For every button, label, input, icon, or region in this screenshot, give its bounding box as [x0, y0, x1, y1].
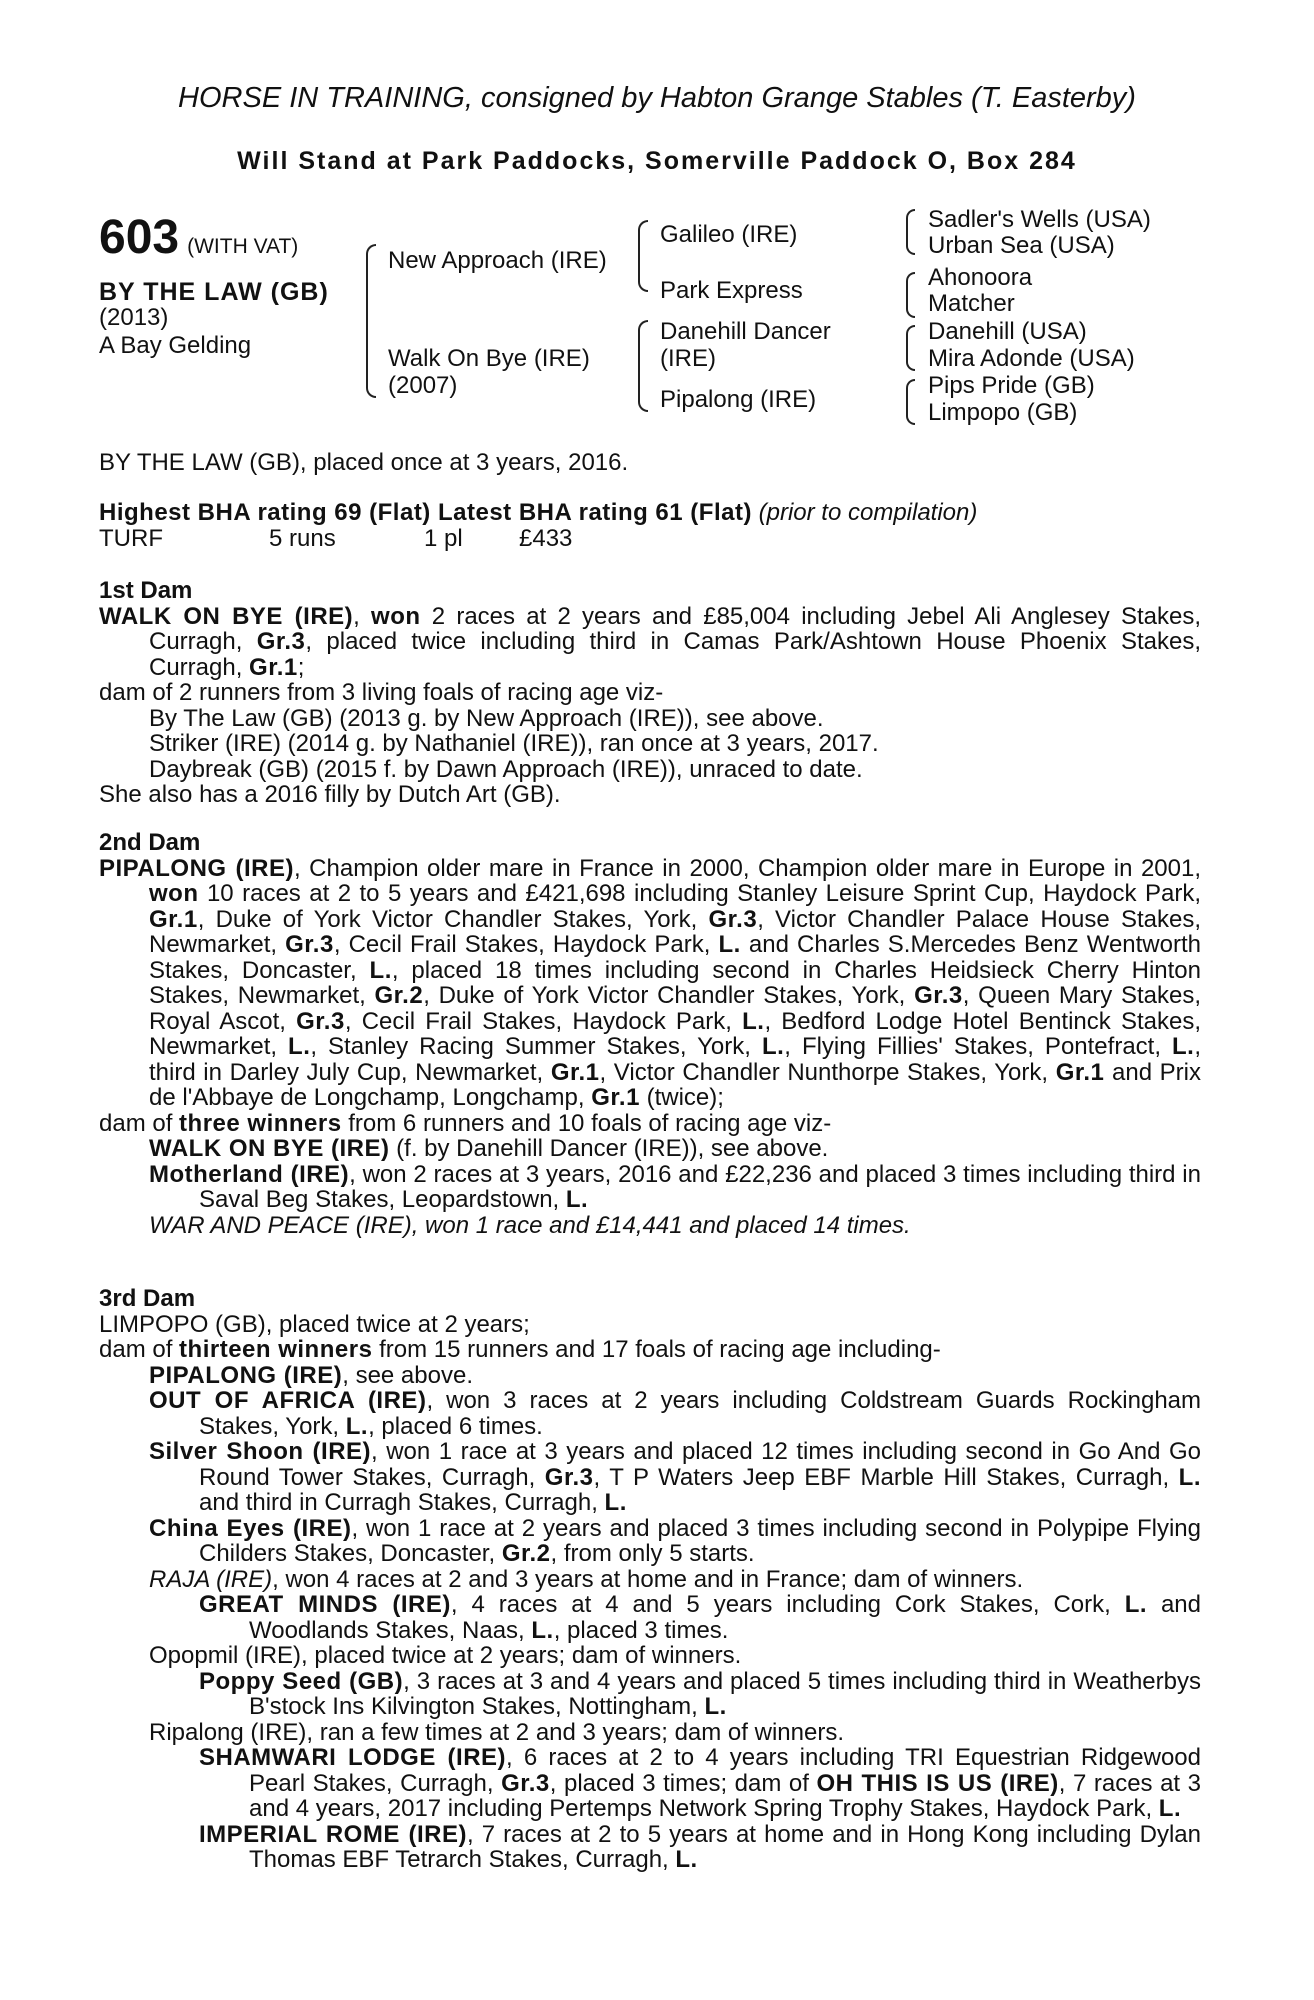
second-dam-progeny-1: WALK ON BYE (IRE) (f. by Danehill Dancer (IRE)), see above. [149, 1135, 829, 1162]
horse-name: BY THE LAW (GB) [99, 278, 329, 306]
third-dam-progeny-i: Ripalong (IRE), ran a few times at 2 and 3 years; dam of winners. [149, 1718, 844, 1746]
turf-earnings: £433 [519, 525, 573, 552]
ratings-note: (prior to compilation) [758, 499, 978, 526]
pedigree-sire: New Approach (IRE) [388, 247, 607, 274]
pedigree-dam-name: Walk On Bye (IRE) [388, 345, 590, 372]
third-dam-grandprogeny-h: Poppy Seed (GB), 3 races at 3 and 4 years and placed 5 times including third in Weatherbys B'stock Ins Kilvington Stakes, Nottingham, L. [199, 1667, 1201, 1720]
race-summary: BY THE LAW (GB), placed once at 3 years, 2016. [99, 449, 629, 476]
first-dam-progeny-3: Daybreak (GB) (2015 f. by Dawn Approach (IRE)), unraced to date. [149, 755, 863, 783]
ratings-bold: Highest BHA rating 69 (Flat) Latest BHA rating 61 (Flat) [99, 499, 752, 526]
second-dam-section [99, 830, 1201, 1238]
pedigree-sire-sire: Galileo (IRE) [660, 221, 798, 248]
first-dam-also: She also has a 2016 filly by Dutch Art (GB). [99, 781, 561, 808]
third-dam-progeny-g: Opopmil (IRE), placed twice at 2 years; dam of winners. [149, 1642, 742, 1669]
third-dam-progeny-b: OUT OF AFRICA (IRE), won 3 races at 2 years including Coldstream Guards Rockingham Stakes, York, L., placed 6 times. [149, 1387, 1202, 1440]
bracket-sd [906, 272, 915, 318]
turf-runs: 5 runs [269, 525, 336, 552]
lot-number-block [99, 210, 298, 265]
first-dam-section [99, 578, 1201, 808]
pedigree-ddd: Limpopo (GB) [928, 399, 1078, 426]
first-dam-progeny-2: Striker (IRE) (2014 g. by Nathaniel (IRE)), ran once at 3 years, 2017. [149, 730, 879, 757]
stand-location: Will Stand at Park Paddocks, Somerville Paddock O, Box 284 [237, 147, 1077, 175]
vat-note: (WITH VAT) [187, 235, 299, 258]
turf-record [99, 526, 1201, 552]
pedigree-sire-dam: Park Express [660, 277, 803, 304]
pedigree-sss: Sadler's Wells (USA) [928, 206, 1151, 233]
third-dam-grandprogeny-j: SHAMWARI LODGE (IRE), 6 races at 2 to 4 years including TRI Equestrian Ridgewood Pearl Stakes, Curragh, Gr.3, placed 3 times; dam of OH THIS IS US (IRE), 7 races at 3 and 4 years, 2017 including Pertemps Network Spring Trophy Stakes, Haydock Park, L. [199, 1744, 1201, 1822]
horse-year: (2013) [99, 304, 169, 331]
third-dam-line: LIMPOPO (GB), placed twice at 2 years; [99, 1310, 530, 1338]
bracket-dd [906, 379, 915, 425]
second-dam-heading: 2nd Dam [99, 829, 201, 856]
bracket-dam [638, 320, 648, 412]
third-dam-grandprogeny-k: IMPERIAL ROME (IRE), 7 races at 2 to 5 years at home and in Hong Kong including Dylan Thomas EBF Tetrarch Stakes, Curragh, L. [199, 1820, 1202, 1873]
first-dam-record: WALK ON BYE (IRE), won 2 races at 2 years and £85,004 including Jebel Ali Anglesey Stakes, Curragh, Gr.3, placed twice including third in Camas Park/Ashtown House Phoenix Stakes, Curragh, Gr.1; [99, 602, 1201, 681]
third-dam-progeny-e: RAJA (IRE), won 4 races at 2 and 3 years at home and in France; dam of winners. [149, 1565, 1024, 1593]
bracket-ss [906, 209, 915, 255]
turf-placed: 1 pl [424, 525, 463, 552]
third-dam-dam-of: dam of thirteen winners from 15 runners and 17 foals of racing age including- [99, 1336, 941, 1363]
second-dam-record: PIPALONG (IRE), Champion older mare in France in 2000, Champion older mare in Europe in 2001, won 10 races at 2 to 5 years and £421,698 including Stanley Leisure Sprint Cup, Haydock Park, Gr.1, Duke of York Victor Chandler Stakes, York, Gr.3, Victor Chandler Palace House Stakes, Newmarket, Gr.3, Cecil Frail Stakes, Haydock Park, L. and Charles S.Mercedes Benz Wentworth Stakes, Doncaster, L., placed 18 times including second in Charles Heidsieck Cherry Hinton Stakes, Newmarket, Gr.2, Duke of York Victor Chandler Stakes, York, Gr.3, Queen Mary Stakes, Royal Ascot, Gr.3, Cecil Frail Stakes, Haydock Park, L., Bedford Lodge Hotel Bentinck Stakes, Newmarket, L., Stanley Racing Summer Stakes, York, L., Flying Fillies' Stakes, Pontefract, L., third in Darley July Cup, Newmarket, Gr.1, Victor Chandler Nunthorpe Stakes, York, Gr.1 and Prix de l'Abbaye de Longchamp, Longchamp, Gr.1 (twice); [99, 854, 1202, 1111]
third-dam-section [99, 1286, 1201, 1873]
third-dam-progeny-d: China Eyes (IRE), won 1 race at 2 years and placed 3 times including second in Polypipe Flying Childers Stakes, Doncaster, Gr.2, from only 5 starts. [149, 1514, 1202, 1567]
pedigree-dam-sire-1: Danehill Dancer [660, 318, 831, 345]
first-dam-progeny-1: By The Law (GB) (2013 g. by New Approach (IRE)), see above. [149, 704, 824, 732]
third-dam-heading: 3rd Dam [99, 1285, 196, 1312]
second-dam-progeny-2: Motherland (IRE), won 2 races at 3 years, 2016 and £22,236 and placed 3 times including third in Saval Beg Stakes, Leopardstown, L. [149, 1160, 1201, 1213]
bracket-gen1 [366, 244, 376, 398]
pedigree-dam-dam: Pipalong (IRE) [660, 386, 817, 413]
pedigree-dss: Danehill (USA) [928, 318, 1087, 345]
bracket-sire [638, 220, 648, 292]
pedigree-dam-sire-2: (IRE) [660, 345, 716, 372]
turf-label: TURF [99, 525, 163, 552]
consignor-line: HORSE IN TRAINING, consigned by Habton Grange Stables (T. Easterby) [178, 82, 1136, 114]
horse-description: A Bay Gelding [99, 332, 252, 359]
first-dam-dam-of: dam of 2 runners from 3 living foals of racing age viz- [99, 679, 664, 706]
third-dam-grandprogeny-f: GREAT MINDS (IRE), 4 races at 4 and 5 years including Cork Stakes, Cork, L. and Woodlands Stakes, Naas, L., placed 3 times. [199, 1591, 1201, 1644]
pedigree-dsd: Mira Adonde (USA) [928, 345, 1135, 372]
third-dam-progeny-a: PIPALONG (IRE), see above. [149, 1361, 473, 1389]
pedigree-dam-year: (2007) [388, 372, 458, 399]
pedigree-sds: Ahonoora [928, 264, 1033, 291]
first-dam-heading: 1st Dam [99, 577, 193, 604]
second-dam-dam-of: dam of three winners from 6 runners and 10 foals of racing age viz- [99, 1109, 832, 1137]
second-dam-progeny-3: WAR AND PEACE (IRE), won 1 race and £14,441 and placed 14 times. [149, 1211, 911, 1239]
third-dam-progeny-c: Silver Shoon (IRE), won 1 race at 3 years and placed 12 times including second in Go And Go Round Tower Stakes, Curragh, Gr.3, T P Waters Jeep EBF Marble Hill Stakes, Curragh, L. and third in Curragh Stakes, Curragh, L. [149, 1438, 1202, 1516]
pedigree-dds: Pips Pride (GB) [928, 372, 1095, 399]
bracket-ds [906, 325, 915, 371]
pedigree-sdd: Matcher [928, 290, 1015, 317]
ratings-line [99, 500, 1201, 526]
lot-number: 603 [99, 211, 180, 264]
pedigree-ssd: Urban Sea (USA) [928, 232, 1115, 259]
